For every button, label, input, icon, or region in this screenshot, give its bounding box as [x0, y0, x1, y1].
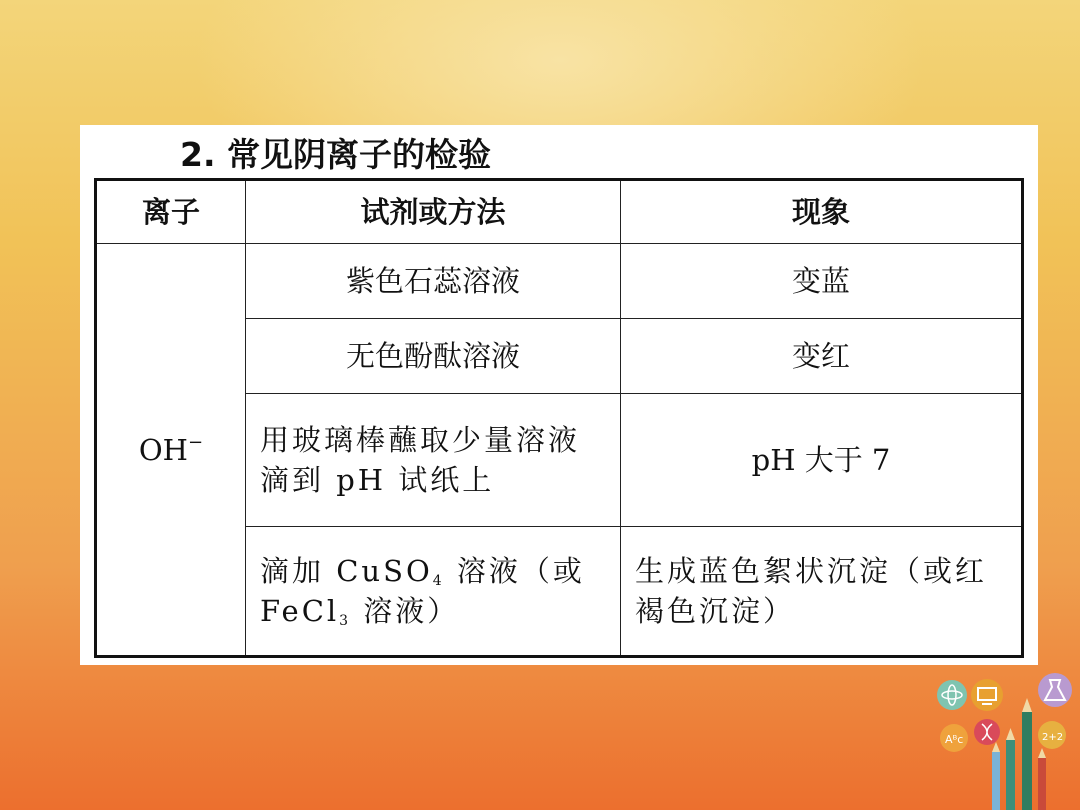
monitor-icon: [971, 679, 1003, 711]
pencil-icon: [992, 698, 1046, 810]
method-cell: 用玻璃棒蘸取少量溶液滴到 pH 试纸上: [246, 394, 621, 526]
table-row: [96, 244, 1023, 319]
method-text: 溶液）: [351, 593, 460, 628]
math-icon: [1038, 721, 1066, 749]
result-cell: 生成蓝色絮状沉淀（或红褐色沉淀）: [621, 526, 1023, 656]
header-ion: 离子: [96, 180, 246, 244]
subscript: 3: [339, 612, 352, 629]
result-cell: 变红: [621, 319, 1023, 394]
flask-icon: [1038, 673, 1072, 707]
method-text: 滴加 CuSO: [260, 553, 433, 588]
content-panel: [80, 125, 1038, 665]
anion-test-table: [94, 178, 1024, 658]
header-result: 现象: [621, 180, 1023, 244]
method-text: 溶液（或 FeCl: [260, 553, 585, 628]
section-heading: 2. 常见阴离子的检验: [180, 135, 491, 174]
result-cell: 变蓝: [621, 244, 1023, 319]
ion-cell: [96, 244, 246, 657]
education-decoration: [930, 640, 1080, 810]
dna-icon: [974, 719, 1000, 745]
result-cell: pH 大于 7: [621, 394, 1023, 526]
header-method: 试剂或方法: [246, 180, 621, 244]
method-cell: 无色酚酞溶液: [246, 319, 621, 394]
subscript: 4: [432, 572, 445, 589]
ion-charge: −: [187, 431, 204, 453]
atom-icon: [937, 680, 967, 710]
svg-text:Aᴮc: Aᴮc: [945, 733, 964, 746]
method-cell: 紫色石蕊溶液: [246, 244, 621, 319]
table-header-row: [96, 180, 1023, 244]
ion-formula: OH: [138, 432, 188, 467]
abc-icon: [940, 724, 968, 752]
svg-text:2+2: 2+2: [1042, 732, 1064, 743]
method-cell: [246, 526, 621, 656]
